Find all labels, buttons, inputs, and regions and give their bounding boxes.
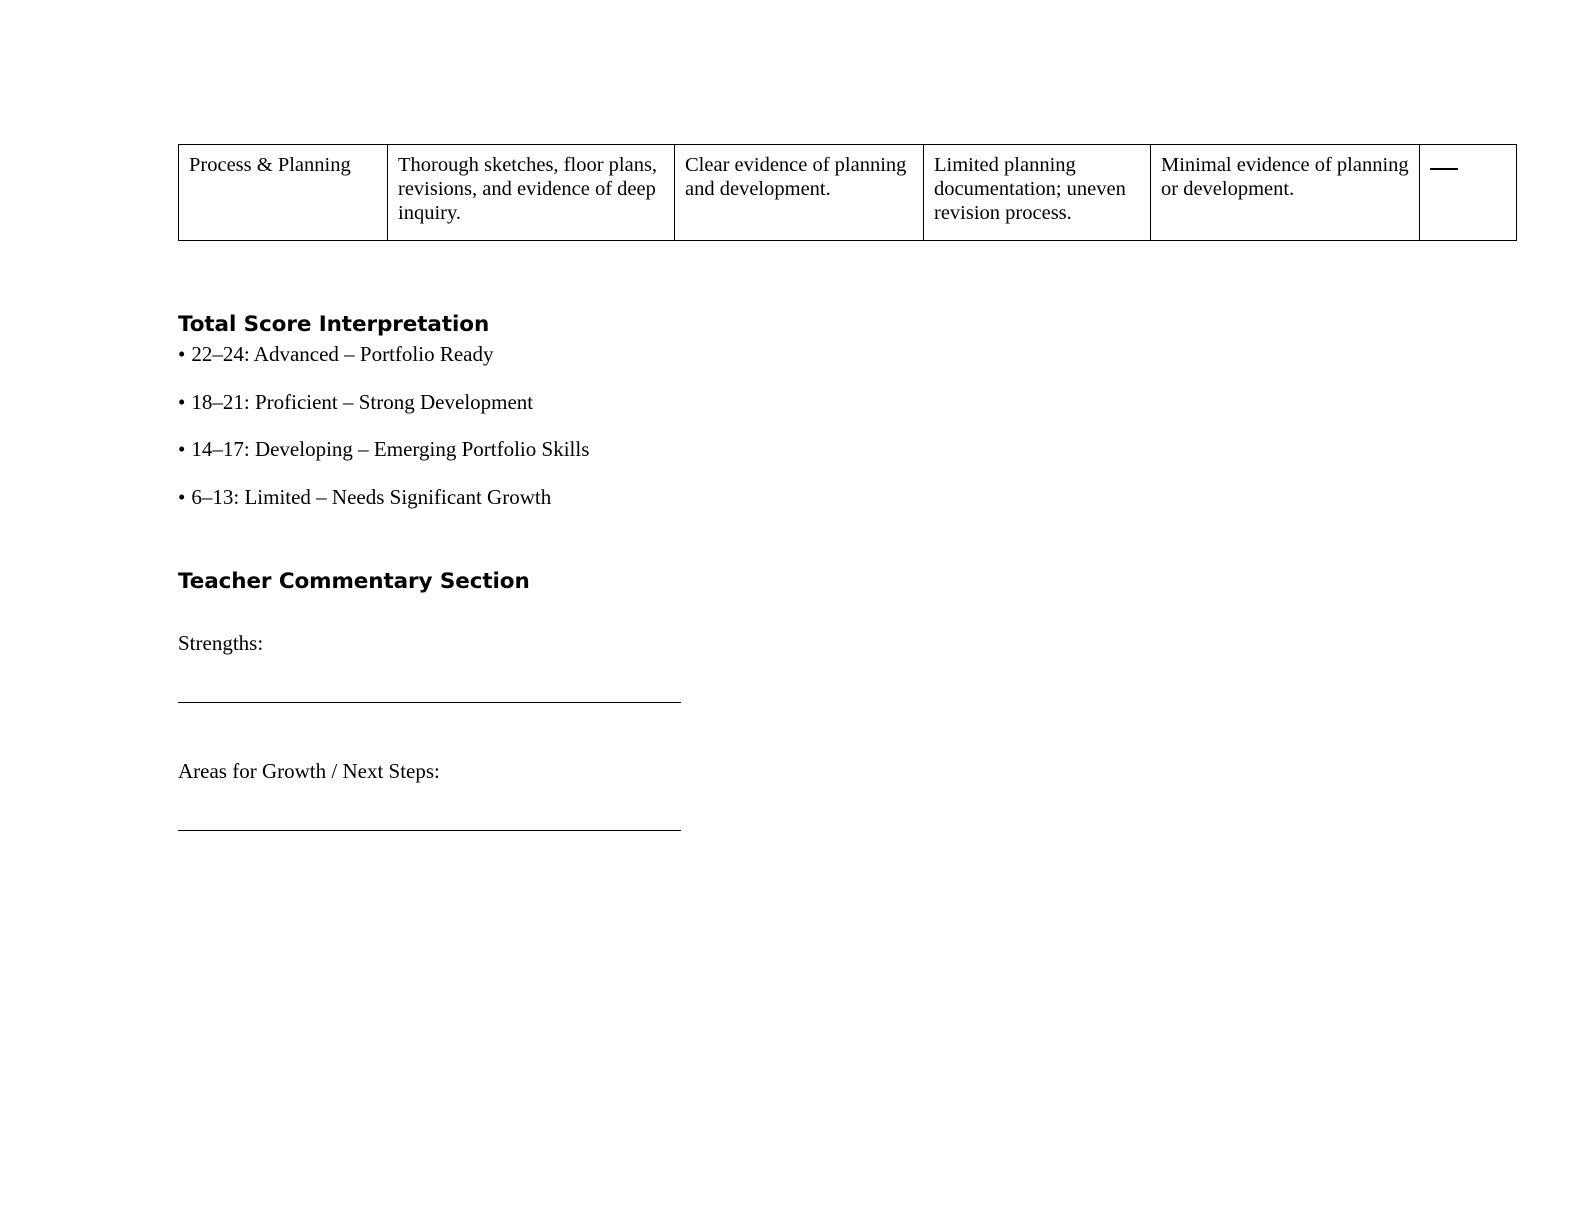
score-blank-line: [1430, 156, 1458, 170]
total-score-heading: Total Score Interpretation: [178, 312, 490, 337]
growth-next-steps-label: Areas for Growth / Next Steps:: [178, 759, 440, 783]
bullet-glyph: •: [178, 389, 186, 414]
table-row: [179, 145, 1517, 241]
list-item-label: 18–21: Proficient – Strong Development: [191, 389, 534, 414]
document-content: [178, 144, 1438, 783]
rubric-level-1-cell: Minimal evidence of planning or development.: [1151, 145, 1420, 241]
growth-write-in-line[interactable]: [178, 830, 681, 831]
teacher-commentary-heading: Teacher Commentary Section: [178, 569, 530, 594]
bullet-glyph: •: [178, 437, 186, 461]
rubric-level-4-cell: Thorough sketches, floor plans, revisions, and evidence of deep inquiry.: [388, 145, 675, 241]
rubric-criterion-cell: Process & Planning: [179, 145, 388, 241]
bullet-glyph: •: [178, 342, 186, 366]
list-item: [178, 389, 1078, 414]
list-item: [178, 344, 1078, 365]
strengths-write-in-line[interactable]: [178, 702, 681, 703]
list-item-label: 6–13: Limited – Needs Significant Growth: [191, 484, 552, 509]
bullet-glyph: •: [178, 484, 186, 509]
strengths-label: Strengths:: [178, 631, 264, 655]
rubric-level-3-cell: Clear evidence of planning and development.: [675, 145, 924, 241]
total-score-list: [178, 344, 1078, 534]
rubric-score-cell[interactable]: [1420, 145, 1517, 241]
list-item-label: 14–17: Developing – Emerging Portfolio Skills: [191, 437, 590, 461]
list-item: [178, 439, 1078, 460]
rubric-level-2-cell: Limited planning documentation; uneven revision process.: [924, 145, 1151, 241]
list-item-label: 22–24: Advanced – Portfolio Ready: [191, 342, 494, 366]
rubric-table: [178, 144, 1517, 241]
list-item: [178, 484, 1078, 509]
